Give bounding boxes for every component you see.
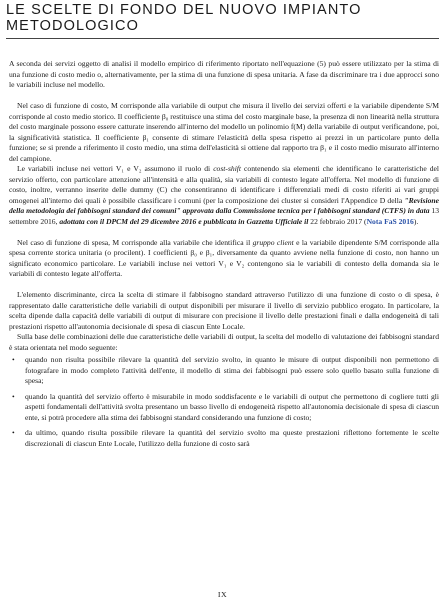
list-item: • da ultimo, quando risulta possibile rilevare la quantità del servizio svolto ma queste prestazioni riflettono fortemente le scelte discrezionali di ciascun Ente Locale, l'utilizzo della funzione di costo sarà — [21, 428, 439, 449]
paragraph-cost-function: Nel caso di funzione di costo, M corrisponde alla variabile di output che misura il livello dei servizi offerti e la variabile dipendente S/M corrisponde al costo medio storico. Il coefficiente β₀ restituisce una stima del costo marginale base, la presenza di non linearità nella struttura del costo marginale possono essere catturate inserendo all'interno del modello un polinomio f(M) della variabile di output verificandone, poi, la significatività statistica. Il coefficiente β₁ consente di stimare l'elasticità della spesa rispetto ai prezzi in un particolare punto della funzione; se si prende a riferimento il costo medio, una stima dell'elasticità si ottiene dal rapporto tra β₁ e il costo medio misurato all'interno del campione. — [9, 101, 439, 163]
title-rule — [6, 38, 439, 39]
list-item: • quando la quantità del servizio offerto è misurabile in modo soddisfacente e le variabili di output che permettono di cogliere tutti gli aspetti fondamentali dell'attività svolta presentano un basso livello di endogeneità rispetto all'autonomia decisionale di spesa di ciascun ente, si potrà procedere alla stima dei fabbisogni standard considerando una funzione di costo; — [21, 392, 439, 424]
section-title: LE SCELTE DI FONDO DEL NUOVO IMPIANTO METODOLOGICO — [6, 2, 362, 34]
paragraph-model-choice: Sulla base delle combinazioni delle due caratteristiche delle variabili di output, la scelta del modello di valutazione dei fabbisogni standard è stata orientata nel modo seguente: — [9, 332, 439, 352]
page-number: IX — [217, 590, 228, 599]
body-text — [9, 59, 439, 454]
term-cost-shift: cost-shift — [213, 164, 242, 173]
document-reference-dpcm: adottata con il DPCM del 29 dicembre 2016 e pubblicata in Gazzetta Ufficiale il — [59, 216, 309, 226]
citation-link-nota-fas[interactable]: Nota FaS 2016 — [366, 216, 414, 226]
document-reference-title: "Revisione della metodologia dei fabbisogni standard dei comuni" approvata dalla Commissione tecnica per i fabbisogni standard (CTFS) in data — [9, 195, 439, 215]
term-gruppo-client: gruppo client — [252, 237, 294, 247]
paragraph-cost-shift: Le variabili incluse nei vettori V₁ e V₂ assumono il ruolo di cost-shift contenendo sia elementi che identificano le caratteristiche del servizio offerto, con particolare attenzione all'intensità e alla qualità, sia variabili di contesto legate all'offerta. Nel modello di funzione di costo, inoltre, verranno inserite delle dummy (C) che consentiranno di identificare i differenziali medi di costo riferiti ai vari gruppi omogenei all'interno dei quali è possibile classificare i comuni (per la composizione dei cluster si consideri l'Appendice D della "Revisione della metodologia dei fabbisogni standard dei comuni" approvata dalla Commissione tecnica per i fabbisogni standard (CTFS) in data 13 settembre 2016, adottata con il DPCM del 29 dicembre 2016 e pubblicata in Gazzetta Ufficiale il 22 febbraio 2017 (Nota FaS 2016). — [9, 164, 440, 226]
paragraph-discriminating-element: L'elemento discriminante, circa la scelta di stimare il fabbisogno standard attraverso l'utilizzo di una funzione di costo o di spesa, è rappresentato dalle caratteristiche delle variabili di output disponibili per misurare il livello di servizio pubblico erogato. In particolare, la scelta dipende dalla capacità delle variabili di output di misurare con precisione il livello delle prestazioni finali e dalla endogeneità di tali prestazioni rispetto all'autonomia decisionale di spesa di ciascun Ente Locale. — [9, 290, 439, 331]
model-choice-list — [9, 355, 439, 449]
list-item: • quando non risulta possibile rilevare la quantità del servizio svolto, in quanto le misure di output disponibili non permettono di fotografare in modo completo l'attività dell'ente, il modello di stima dei fabbisogni può essere solo quello basato sulla funzione di spesa; — [21, 355, 439, 387]
paragraph-intro: A seconda dei servizi oggetto di analisi il modello empirico di riferimento riportato nell'equazione (5) può essere utilizzato per la stima di una funzione di costo medio o, alternativamente, per la stima di una funzione di spesa unitaria. A fase da discriminare tra i due approcci sono le variabili incluse nel modello. — [9, 59, 439, 89]
paragraph-spending-function: Nel caso di funzione di spesa, M corrisponde alla variabile che identifica il gruppo client e la variabile dipendente S/M corrisponde alla spesa corrente storica unitaria (o procilent). I coefficienti β₀ e β₁, diversamente da quanto avviene nella funzione di costo, non hanno un significato economico particolare. Le variabili incluse nei vettori V₁ e V₂ contengono sia le variabili di contesto della domanda sia le variabili di contesto legate all'offerta. — [9, 237, 439, 278]
